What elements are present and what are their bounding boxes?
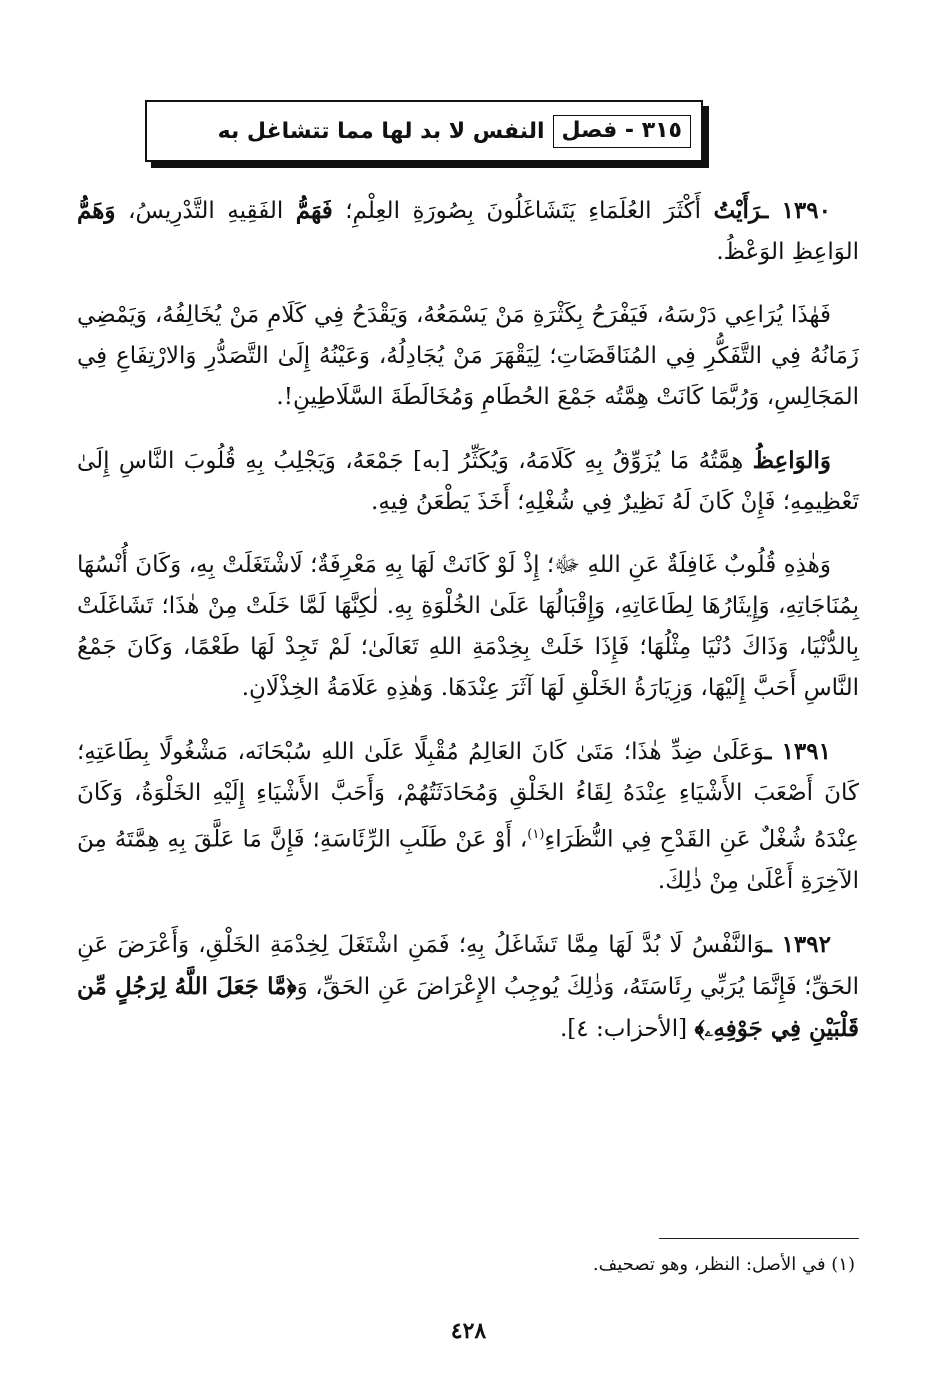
paragraph-hearts — [77, 545, 859, 709]
footnote-divider — [659, 1238, 859, 1239]
paragraph-text: فَهٰذَا يُرَاعِي دَرْسَهُ، فَيَفْرَحُ بِكَثْرَةِ مَنْ يَسْمَعُهُ، وَيَقْدَحُ فِي كَلَامِ مَنْ يُخَالِفُهُ، وَيَمْضِي زَمَانُهُ فِي التَّفَكُّرِ فِي المُنَاقَضَاتِ؛ لِيَقْهَرَ مَنْ يُجَادِلُهُ، وَعَيْنُهُ إِلَىٰ التَّصَدُّرِ وَالارْتِفَاعِ فِي المَجَالِسِ، وَرُبَّمَا كَانَتْ هِمَّتُه جَمْعَ الحُطَامِ وَمُخَالَطَةَ السَّلَاطِينِ!. — [77, 302, 859, 410]
paragraph-bold: وَهَمُّ — [77, 197, 116, 224]
paragraph-faqih — [77, 295, 859, 418]
paragraph-text: ، أَوْ عَنْ طَلَبِ الرِّئَاسَةِ؛ فَإِنَّ مَا عَلَّقَ بِهِ هِمَّتَهُ مِنَ الآخِرَةِ أَعْلَىٰ مِنْ ذٰلِكَ. — [77, 826, 859, 894]
paragraph-text: الوَاعِظِ الوَعْظُ. — [716, 239, 859, 265]
paragraph-bold: فَهَمُّ — [295, 197, 333, 224]
paragraph-number: ١٣٩٠ ـ — [761, 197, 831, 224]
paragraph-waiz — [77, 440, 859, 523]
footnote: (١) في الأصل: النظر، وهو تصحيف. — [592, 1254, 855, 1275]
quran-verse: ﴿مَّا جَعَلَ اللَّهُ لِرَجُلٍ مِّن قَلْبَيْنِ فِي جَوْفِهِۦ﴾ — [77, 972, 859, 1042]
paragraph-1391 — [77, 731, 859, 902]
paragraph-1392 — [77, 924, 859, 1050]
paragraph-text: وَهٰذِهِ قُلُوبٌ غَافِلَةٌ عَنِ اللهِ ﷻ؛ إِذْ لَوْ كَانَتْ لَهَا بِهِ مَعْرِفَةٌ؛ لَاشْتَغَلَتْ بِهِ، وَكَانَ أُنْسُهَا بِمُنَاجَاتِهِ، وَإِيثَارُهَا لِطَاعَاتِهِ، وَإِقْبَالُهَا عَلَىٰ الخُلْوَةِ بِهِ. لٰكِنَّهَا لَمَّا خَلَتْ مِنْ هٰذَا؛ تَشَاغَلَتْ بِالدُّنْيَا، وَذَاكَ دُنْيَا مِثْلُهَا؛ فَإِذَا خَلَتْ بِخِدْمَةِ اللهِ تَعَالَىٰ؛ لَمْ تَجِدْ لَهَا طَعْمًا، وَكَانَ جَمْعُ النَّاسِ أَحَبَّ إِلَيْهَا، وَزِيَارَةُ الخَلْقِ لَهَا آثَرَ عِنْدَهَا. وَهٰذِهِ عَلَامَةُ الخِذْلَانِ. — [77, 552, 859, 701]
section-title: النفس لا بد لها مما تتشاغل به — [217, 118, 545, 144]
paragraph-text: وَعَلَىٰ ضِدِّ هٰذَا؛ مَتَىٰ كَانَ العَالِمُ مُقْبِلًا عَلَىٰ اللهِ سُبْحَانَه، مَشْغُولًا بِطَاعَتِهِ؛ كَانَ أَصْعَبَ الأَشْيَاءِ عِنْدَهُ لِقَاءُ الخَلْقِ وَمُحَادَثَتُهُمْ، وَأَحَبَّ الأَشْيَاءِ إِلَيْهِ الخَلْوَةُ، وَكَانَ عِنْدَهُ شُغْلٌ عَنِ القَدْحِ فِي النُّظَرَاءِ — [77, 739, 859, 853]
paragraph-text: وَالنَّفْسُ لَا بُدَّ لَهَا مِمَّا تَشَاغَلُ بِهِ؛ فَمَنِ اشْتَغَلَ لِخِدْمَةِ الخَلْقِ، وَأَعْرَضَ عَنِ الحَقِّ؛ فَإِنَّمَا يُرَبِّي رِئَاسَتَهُ، وَذٰلِكَ يُوجِبُ الإِعْرَاضَ عَنِ الحَقِّ، وَ — [77, 931, 859, 1000]
page-number: ٤٢٨ — [450, 1318, 487, 1344]
paragraph-number: ١٣٩٢ ـ — [765, 930, 831, 958]
paragraph-1390 — [77, 190, 859, 273]
body-text — [77, 190, 859, 1072]
paragraph-text: [الأحزاب: ٤]. — [559, 1015, 695, 1042]
paragraph-lead: وَالوَاعِظُ — [752, 447, 831, 474]
section-number: ٣١٥ - فصل — [553, 115, 691, 148]
paragraph-lead: رَأَيْتُ — [713, 197, 762, 224]
paragraph-number: ١٣٩١ ـ — [764, 738, 831, 765]
paragraph-text: هِمَّتُهُ مَا يُزَوِّقُ بِهِ كَلَامَهُ، وَيُكَثِّرُ [به] جَمْعَهُ، وَيَجْلِبُ بِهِ قُلُوبَ النَّاسِ إِلَىٰ تَعْظِيمِهِ؛ فَإِنْ كَانَ لَهُ نَظِيرٌ فِي شُغْلِهِ؛ أَخَذَ يَطْعَنُ فِيهِ. — [77, 448, 859, 515]
footnote-ref[interactable]: (١) — [527, 827, 545, 842]
paragraph-text: الفَقِيهِ التَّدْرِيسُ، — [115, 198, 296, 224]
section-header-box — [145, 100, 703, 162]
paragraph-text: أَكْثَرَ العُلَمَاءِ يَتَشَاغَلُونَ بِصُورَةِ العِلْمِ؛ — [332, 198, 714, 224]
